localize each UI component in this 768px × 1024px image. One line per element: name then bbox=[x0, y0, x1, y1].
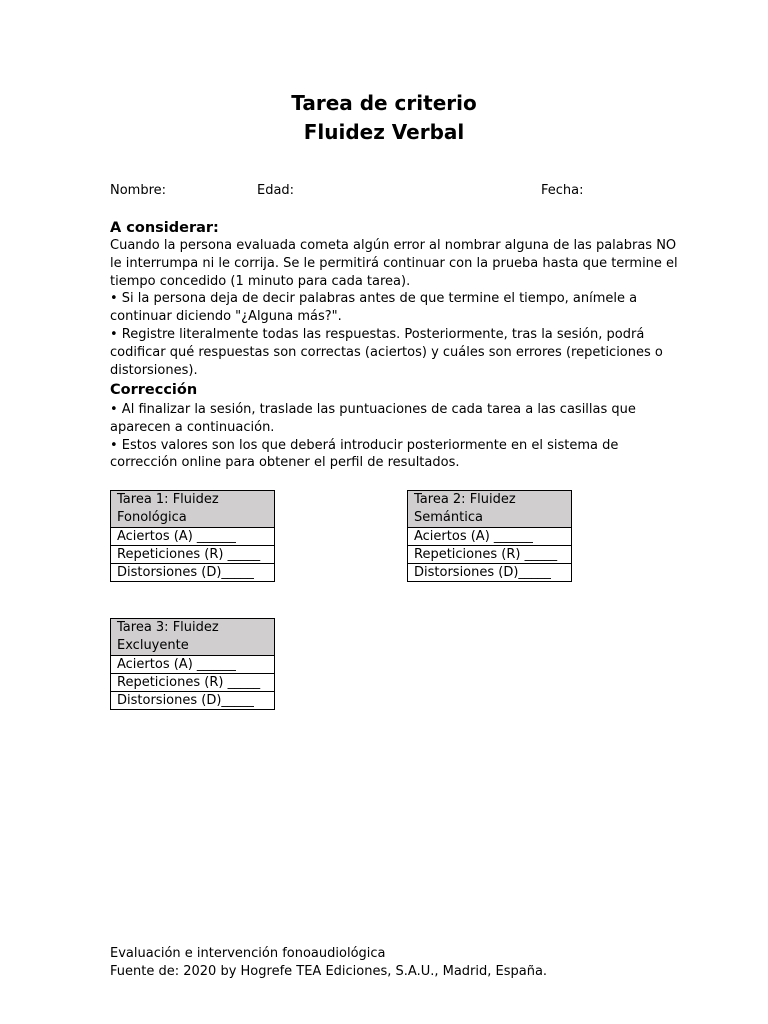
task-2-distorsiones: Distorsiones (D)_____ bbox=[408, 564, 572, 582]
considerar-line: Cuando la persona evaluada cometa algún error al nombrar alguna de las palabras NO bbox=[110, 238, 677, 253]
task-3-aciertos: Aciertos (A) ______ bbox=[111, 656, 275, 674]
considerar-line: • Registre literalmente todas las respuestas. Posteriormente, tras la sesión, podrá bbox=[110, 326, 645, 342]
footer-line-2: Fuente de: 2020 by Hogrefe TEA Ediciones, S.A.U., Madrid, España. bbox=[110, 964, 548, 979]
document-title: Tarea de criterio bbox=[291, 91, 477, 115]
correccion-line: • Al finalizar la sesión, traslade las puntuaciones de cada tarea a las casillas que bbox=[110, 402, 636, 417]
document-subtitle: Fluidez Verbal bbox=[303, 120, 465, 144]
fecha-label: Fecha: bbox=[541, 183, 584, 198]
correccion-line: aparecen a continuación. bbox=[110, 419, 275, 435]
correccion-body bbox=[110, 401, 670, 472]
correccion-heading: Corrección bbox=[110, 382, 198, 398]
footer-line-1: Evaluación e intervención fonoaudiológica bbox=[110, 946, 386, 961]
correccion-line: corrección online para obtener el perfil de resultados. bbox=[110, 455, 460, 471]
nombre-label: Nombre: bbox=[110, 183, 167, 198]
considerar-line: distorsiones). bbox=[110, 362, 198, 378]
considerar-heading: A considerar: bbox=[110, 220, 219, 236]
task-1-header: Tarea 1: Fluidez Fonológica bbox=[111, 491, 275, 528]
considerar-line: • Si la persona deja de decir palabras antes de que termine el tiempo, anímele a bbox=[110, 291, 638, 307]
task-1-repeticiones: Repeticiones (R) _____ bbox=[111, 546, 275, 564]
task-3-header: Tarea 3: Fluidez Excluyente bbox=[111, 619, 275, 656]
correccion-line: • Estos valores son los que deberá introducir posteriormente en el sistema de bbox=[110, 437, 619, 453]
considerar-line: codificar qué respuestas son correctas (aciertos) y cuáles son errores (repeticiones o bbox=[110, 344, 663, 360]
task-3-table bbox=[110, 618, 275, 710]
task-1-table bbox=[110, 490, 275, 582]
considerar-line: tiempo concedido (1 minuto para cada tarea). bbox=[110, 273, 411, 289]
task-2-table bbox=[407, 490, 572, 582]
task-3-distorsiones: Distorsiones (D)_____ bbox=[111, 692, 275, 710]
considerar-body bbox=[110, 237, 678, 379]
task-3-repeticiones: Repeticiones (R) _____ bbox=[111, 674, 275, 692]
task-2-aciertos: Aciertos (A) ______ bbox=[408, 528, 572, 546]
considerar-line: continuar diciendo "¿Alguna más?". bbox=[110, 309, 342, 325]
task-2-header: Tarea 2: Fluidez Semántica bbox=[408, 491, 572, 528]
considerar-line: le interrumpa ni le corrija. Se le permitirá continuar con la prueba hasta que termine el bbox=[110, 255, 678, 271]
edad-label: Edad: bbox=[257, 183, 295, 198]
task-1-distorsiones: Distorsiones (D)_____ bbox=[111, 564, 275, 582]
task-2-repeticiones: Repeticiones (R) _____ bbox=[408, 546, 572, 564]
task-1-aciertos: Aciertos (A) ______ bbox=[111, 528, 275, 546]
